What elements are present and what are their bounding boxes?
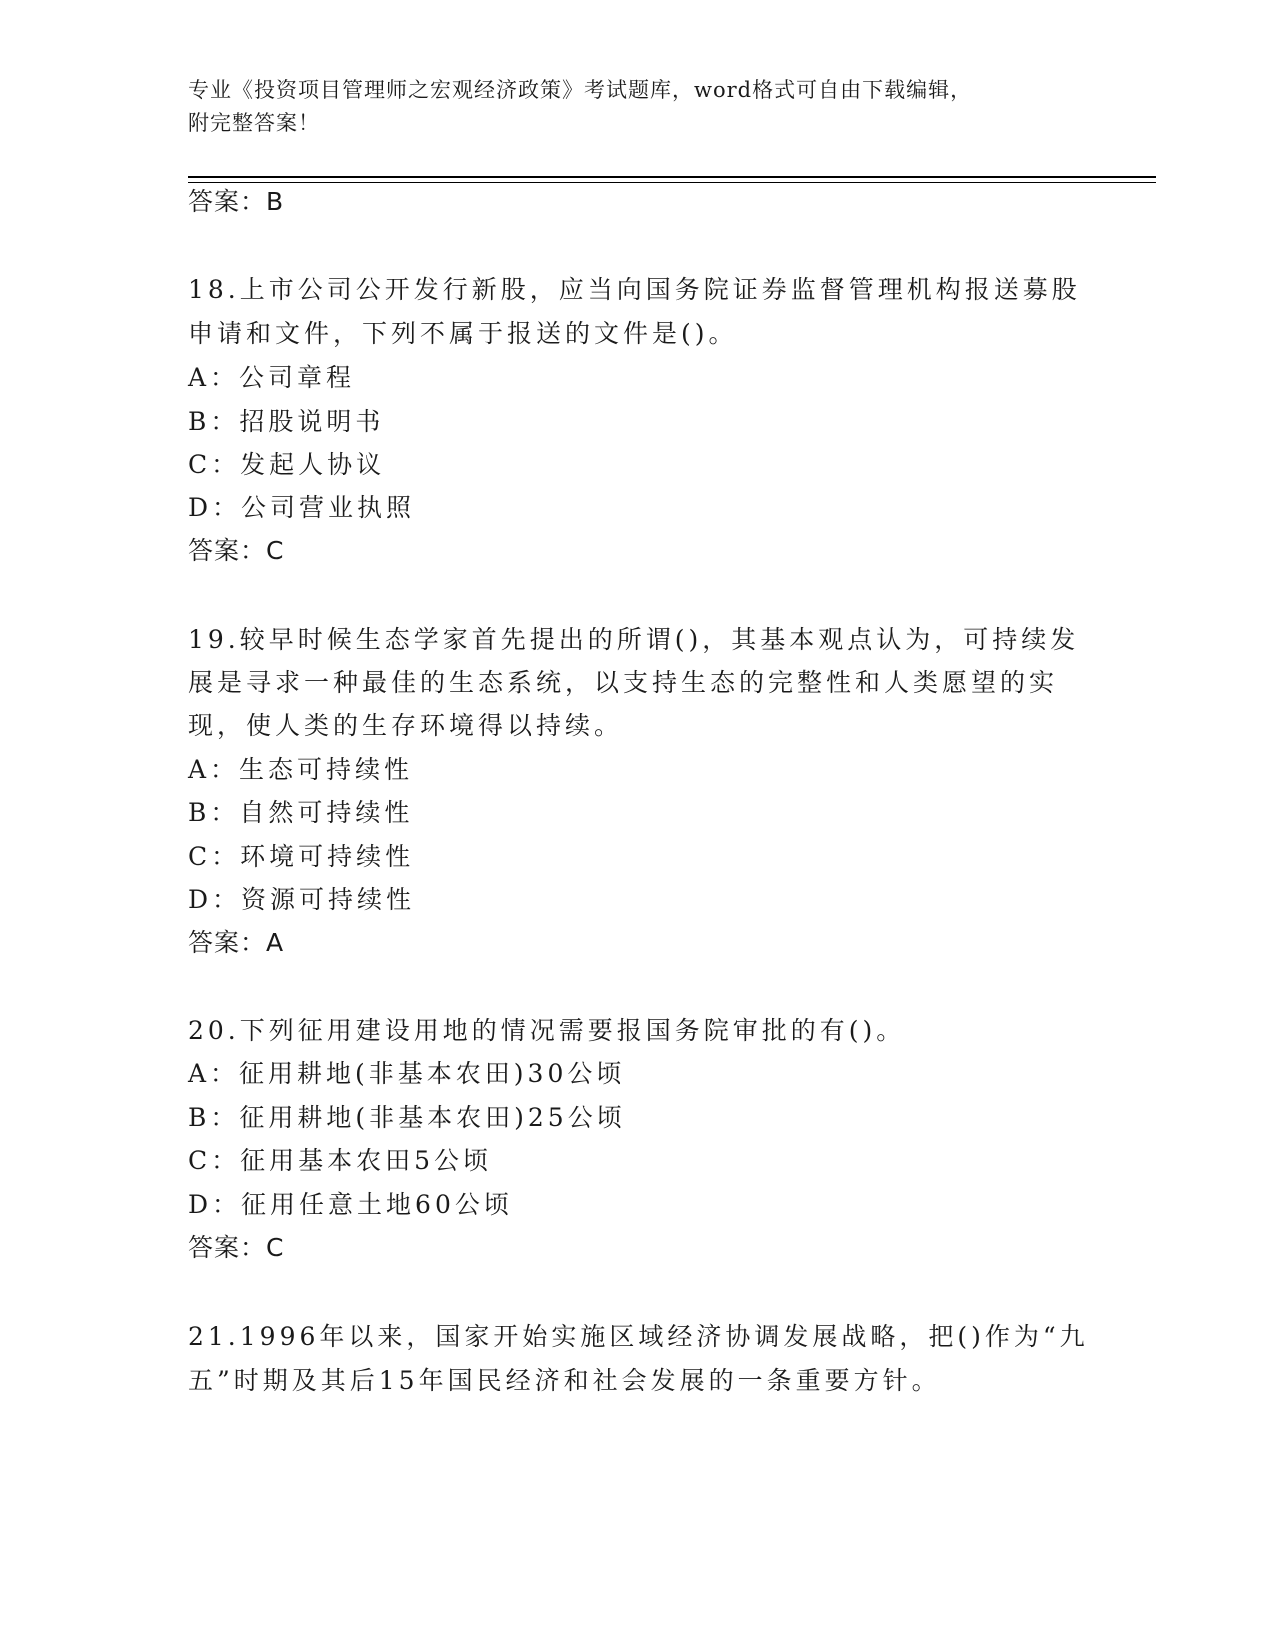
header-rule-thin <box>188 182 1156 183</box>
question-18-stem-line-2: 申请和文件，下列不属于报送的文件是()。 <box>188 319 738 348</box>
question-19-option-c: C：环境可持续性 <box>188 842 415 871</box>
question-20-stem-line-1: 20.下列征用建设用地的情况需要报国务院审批的有()。 <box>188 1016 906 1045</box>
header-line-2: 附完整答案！ <box>188 111 320 135</box>
question-18-answer: 答案：C <box>188 536 285 565</box>
question-20-option-b: B：征用耕地(非基本农田)25公顷 <box>188 1103 626 1132</box>
question-20-answer: 答案：C <box>188 1233 285 1262</box>
document-header <box>188 74 1068 140</box>
question-21-stem-line-2: 五”时期及其后15年国民经济和社会发展的一条重要方针。 <box>188 1366 941 1395</box>
question-19-stem-line-2: 展是寻求一种最佳的生态系统，以支持生态的完整性和人类愿望的实 <box>188 668 1059 697</box>
question-18-option-c: C：发起人协议 <box>188 450 386 479</box>
question-19-option-b: B：自然可持续性 <box>188 798 414 827</box>
question-18-option-d: D：公司营业执照 <box>188 493 416 522</box>
question-19-option-d: D：资源可持续性 <box>188 885 416 914</box>
question-18-option-a: A：公司章程 <box>188 363 356 392</box>
previous-answer: 答案：B <box>188 187 285 216</box>
question-19-stem-line-1: 19.较早时候生态学家首先提出的所谓()，其基本观点认为，可持续发 <box>188 625 1080 654</box>
question-20-option-c: C：征用基本农田5公顷 <box>188 1146 493 1175</box>
question-21-stem-line-1: 21.1996年以来，国家开始实施区域经济协调发展战略，把()作为“九 <box>188 1322 1089 1351</box>
header-rule-thick <box>188 176 1156 178</box>
question-19-option-a: A：生态可持续性 <box>188 755 414 784</box>
header-line-1: 专业《投资项目管理师之宏观经济政策》考试题库，word格式可自由下载编辑， <box>188 78 973 102</box>
question-18-option-b: B：招股说明书 <box>188 407 385 436</box>
question-19-stem-line-3: 现，使人类的生存环境得以持续。 <box>188 711 624 740</box>
question-19-answer: 答案：A <box>188 928 285 957</box>
question-18-stem-line-1: 18.上市公司公开发行新股，应当向国务院证券监督管理机构报送募股 <box>188 275 1081 304</box>
question-20-option-a: A：征用耕地(非基本农田)30公顷 <box>188 1059 626 1088</box>
question-20-option-d: D：征用任意土地60公顷 <box>188 1190 513 1219</box>
